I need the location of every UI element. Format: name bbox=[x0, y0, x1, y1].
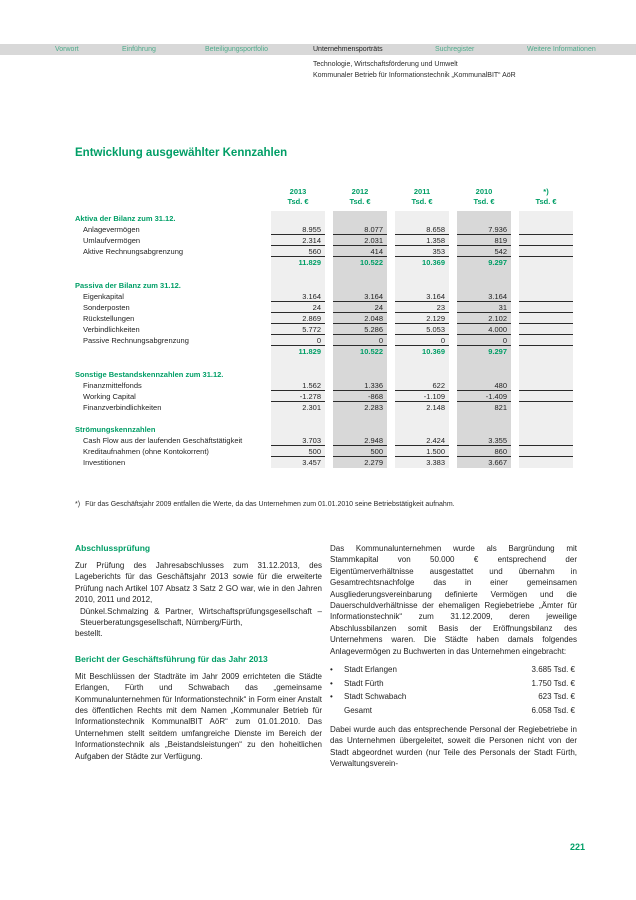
row-value: 860 bbox=[457, 446, 511, 457]
row-value bbox=[457, 367, 511, 380]
row-value: 4.000 bbox=[457, 324, 511, 335]
row-value bbox=[395, 422, 449, 435]
row-value: 2.869 bbox=[271, 313, 325, 324]
table-row bbox=[75, 224, 573, 235]
row-value: 821 bbox=[457, 402, 511, 413]
row-value: 3.164 bbox=[395, 291, 449, 302]
row-value bbox=[457, 269, 511, 278]
column-header-4 bbox=[519, 187, 573, 211]
row-value: 542 bbox=[457, 246, 511, 257]
breadcrumb-line2: Kommunaler Betrieb für Informationstechnik „KommunalBIT“ AöR bbox=[313, 72, 516, 79]
row-label: Finanzmittelfonds bbox=[83, 381, 142, 390]
row-value: 8.658 bbox=[395, 224, 449, 235]
row-value bbox=[457, 358, 511, 367]
row-label: Umlaufvermögen bbox=[83, 236, 141, 245]
row-value: -1.109 bbox=[395, 391, 449, 402]
column-unit: Tsd. € bbox=[349, 197, 371, 206]
row-value: 10.522 bbox=[333, 257, 387, 269]
row-label: Verbindlichkeiten bbox=[83, 325, 140, 334]
row-label: Finanzverbindlichkeiten bbox=[83, 403, 162, 412]
breadcrumb bbox=[313, 59, 516, 81]
table-row bbox=[75, 358, 573, 367]
row-value: 5.286 bbox=[333, 324, 387, 335]
row-value: 2.148 bbox=[395, 402, 449, 413]
row-value: 24 bbox=[333, 302, 387, 313]
row-label: Aktive Rechnungsabgrenzung bbox=[83, 247, 184, 256]
nav-item-unternehmensportraets[interactable]: Unternehmensporträts bbox=[313, 46, 383, 53]
row-value: 9.297 bbox=[457, 257, 511, 269]
row-value bbox=[333, 269, 387, 278]
table-row bbox=[75, 435, 573, 446]
row-value bbox=[519, 302, 573, 313]
row-label bbox=[75, 358, 263, 367]
asset-value: 1.750 Tsd. € bbox=[531, 678, 575, 688]
column-header-1 bbox=[333, 187, 387, 211]
row-value bbox=[333, 358, 387, 367]
table-row bbox=[75, 457, 573, 468]
table-row bbox=[75, 367, 573, 380]
row-value: 0 bbox=[457, 335, 511, 346]
row-label: Working Capital bbox=[83, 392, 136, 401]
row-value: 3.355 bbox=[457, 435, 511, 446]
column-unit: Tsd. € bbox=[411, 197, 433, 206]
row-value bbox=[271, 358, 325, 367]
row-value: 2.279 bbox=[333, 457, 387, 468]
asset-value: 623 Tsd. € bbox=[538, 692, 575, 702]
row-value bbox=[519, 211, 573, 224]
column-year: 2010 bbox=[475, 187, 493, 196]
article-paragraph: bestellt. bbox=[75, 629, 103, 639]
column-unit: Tsd. € bbox=[287, 197, 309, 206]
table-header-spacer bbox=[75, 187, 263, 211]
row-value bbox=[457, 422, 511, 435]
row-value: 10.522 bbox=[333, 346, 387, 358]
row-label: Cash Flow aus der laufenden Geschäftstätigkeit bbox=[83, 436, 243, 445]
row-value bbox=[333, 367, 387, 380]
row-value: 3.703 bbox=[271, 435, 325, 446]
row-label: Sonderposten bbox=[83, 303, 130, 312]
asset-list-item bbox=[330, 690, 577, 704]
article-paragraph: Dabei wurde auch das entsprechende Personal der Regiebetriebe in das Unternehmen übergeleitet, soweit die Personen nicht von der Stadt abgeordnet wurden (nur Teile des Personals der Stadt Fürth, Verwaltungsverein- bbox=[330, 725, 577, 769]
article-paragraph: Das Kommunalunternehmen wurde als Bargründung mit Stammkapital von 50.000 € entsprechend der Eigentümerverhältnisse ausgestattet und übernahm in Gesamtrechtsnachfolge das in einer gemeinsamen Ausgliederungsvereinbarung definierte Vermögen und die Dauerschuldverhältnisse der ehemaligen Regiebetriebe „Ämter für Informationstechnik“ zum 31.12.2009, deren jeweilige Abschlussbilanzen somit Basis der Eröffnungsbilanz des Unternehmens waren. Die Städte haben damals folgendes Anlagevermögen zu Buchwerten in das Unternehmen eingebracht: bbox=[330, 544, 577, 656]
row-value bbox=[519, 358, 573, 367]
row-value: 5.772 bbox=[271, 324, 325, 335]
table-header-row bbox=[75, 187, 573, 211]
row-value: 500 bbox=[333, 446, 387, 457]
asset-label: Stadt Fürth bbox=[344, 678, 384, 688]
table-row bbox=[75, 313, 573, 324]
row-value: 10.369 bbox=[395, 346, 449, 358]
row-value: 5.053 bbox=[395, 324, 449, 335]
row-value: -1.278 bbox=[271, 391, 325, 402]
table-row bbox=[75, 402, 573, 413]
row-value: 3.164 bbox=[333, 291, 387, 302]
row-value: 8.077 bbox=[333, 224, 387, 235]
row-value: 10.369 bbox=[395, 257, 449, 269]
row-value: 7.936 bbox=[457, 224, 511, 235]
row-value bbox=[519, 335, 573, 346]
asset-value: 6.058 Tsd. € bbox=[531, 705, 575, 715]
row-label bbox=[75, 257, 263, 269]
row-value: 414 bbox=[333, 246, 387, 257]
row-value bbox=[519, 457, 573, 468]
row-value: 23 bbox=[395, 302, 449, 313]
row-label: Strömungskennzahlen bbox=[75, 425, 156, 434]
row-value bbox=[519, 367, 573, 380]
asset-list bbox=[330, 663, 577, 717]
row-value bbox=[457, 278, 511, 291]
row-value bbox=[271, 413, 325, 422]
row-value bbox=[519, 224, 573, 235]
row-value: 8.955 bbox=[271, 224, 325, 235]
row-value bbox=[519, 346, 573, 358]
bullet-icon: • bbox=[330, 692, 333, 702]
row-value: 2.283 bbox=[333, 402, 387, 413]
row-value: 2.048 bbox=[333, 313, 387, 324]
row-value bbox=[333, 278, 387, 291]
asset-label: Stadt Erlangen bbox=[344, 665, 397, 675]
row-value bbox=[457, 211, 511, 224]
row-value: 2.948 bbox=[333, 435, 387, 446]
row-value: 2.129 bbox=[395, 313, 449, 324]
row-value bbox=[519, 380, 573, 391]
row-label: Aktiva der Bilanz zum 31.12. bbox=[75, 214, 176, 223]
row-label: Sonstige Bestandskennzahlen zum 31.12. bbox=[75, 370, 224, 379]
row-value bbox=[271, 269, 325, 278]
row-value: 500 bbox=[271, 446, 325, 457]
row-value bbox=[333, 211, 387, 224]
column-year: 2013 bbox=[289, 187, 307, 196]
row-value: 622 bbox=[395, 380, 449, 391]
row-label: Investitionen bbox=[83, 458, 126, 467]
page-title: Entwicklung ausgewählter Kennzahlen bbox=[75, 147, 288, 159]
nav-item-suchregister[interactable]: Suchregister bbox=[435, 46, 475, 53]
row-value bbox=[519, 324, 573, 335]
row-value: 3.164 bbox=[271, 291, 325, 302]
row-value: 2.031 bbox=[333, 235, 387, 246]
asset-label: Gesamt bbox=[344, 705, 373, 715]
row-value: 31 bbox=[457, 302, 511, 313]
bullet-icon: • bbox=[330, 665, 333, 675]
column-year: *) bbox=[543, 187, 549, 196]
table-row bbox=[75, 335, 573, 346]
page-number: 221 bbox=[570, 842, 586, 852]
column-header-2 bbox=[395, 187, 449, 211]
row-value: -868 bbox=[333, 391, 387, 402]
row-label bbox=[75, 413, 263, 422]
row-value bbox=[333, 422, 387, 435]
bullet-icon bbox=[330, 704, 344, 718]
nav-item-einfuehrung[interactable]: Einführung bbox=[122, 46, 156, 53]
bullet-icon: • bbox=[330, 678, 333, 688]
table-row bbox=[75, 346, 573, 358]
nav-bar bbox=[0, 44, 636, 55]
row-value: 560 bbox=[271, 246, 325, 257]
row-value bbox=[395, 367, 449, 380]
table-row bbox=[75, 302, 573, 313]
row-value bbox=[519, 422, 573, 435]
asset-list-item bbox=[330, 677, 577, 691]
table-row bbox=[75, 257, 573, 269]
table-row bbox=[75, 291, 573, 302]
asset-value: 3.685 Tsd. € bbox=[531, 665, 575, 675]
row-value bbox=[519, 269, 573, 278]
row-value: 3.667 bbox=[457, 457, 511, 468]
row-value bbox=[519, 278, 573, 291]
row-value: 24 bbox=[271, 302, 325, 313]
nav-item-beteiligungsportfolio[interactable]: Beteiligungsportfolio bbox=[205, 46, 269, 53]
row-value: 0 bbox=[333, 335, 387, 346]
row-value: 2.102 bbox=[457, 313, 511, 324]
article-paragraph: Zur Prüfung des Jahresabschlusses zum 31.12.2013, des Lageberichts für das Geschäftsjahr 2013 sowie für die erweiterte Prüfung nach Artikel 107 Absatz 3 Satz 2 GO war, wie in den Jahren 2010, 2011 und 2012, bbox=[75, 561, 322, 605]
footnote bbox=[75, 500, 567, 509]
row-label: Passive Rechnungsabgrenzung bbox=[83, 336, 189, 345]
row-value: 819 bbox=[457, 235, 511, 246]
row-label: Anlagevermögen bbox=[83, 225, 140, 234]
column-year: 2011 bbox=[413, 187, 431, 196]
row-value bbox=[519, 235, 573, 246]
table-row bbox=[75, 391, 573, 402]
row-value: -1.409 bbox=[457, 391, 511, 402]
row-value bbox=[395, 413, 449, 422]
column-unit: Tsd. € bbox=[473, 197, 495, 206]
row-label: Passiva der Bilanz zum 31.12. bbox=[75, 281, 181, 290]
row-value: 2.424 bbox=[395, 435, 449, 446]
row-value: 0 bbox=[395, 335, 449, 346]
row-value: 2.314 bbox=[271, 235, 325, 246]
footnote-text: Für das Geschäftsjahr 2009 entfallen die Werte, da das Unternehmen zum 01.01.2010 seine Betriebstätigkeit aufnahm. bbox=[85, 501, 455, 508]
row-value bbox=[271, 367, 325, 380]
row-label: Rückstellungen bbox=[83, 314, 135, 323]
article-left bbox=[75, 543, 322, 762]
row-value bbox=[271, 211, 325, 224]
table-row bbox=[75, 422, 573, 435]
row-value bbox=[395, 358, 449, 367]
table-row bbox=[75, 413, 573, 422]
row-value bbox=[519, 257, 573, 269]
row-value: 1.500 bbox=[395, 446, 449, 457]
row-value: 2.301 bbox=[271, 402, 325, 413]
row-value: 11.829 bbox=[271, 257, 325, 269]
row-value bbox=[519, 402, 573, 413]
row-value bbox=[395, 211, 449, 224]
row-value: 9.297 bbox=[457, 346, 511, 358]
table-row bbox=[75, 211, 573, 224]
breadcrumb-line1: Technologie, Wirtschaftsförderung und Umwelt bbox=[313, 61, 458, 68]
article-heading: Abschlussprüfung bbox=[75, 543, 151, 553]
article-right bbox=[330, 543, 577, 770]
row-label bbox=[75, 346, 263, 358]
column-unit: Tsd. € bbox=[535, 197, 557, 206]
row-value bbox=[519, 313, 573, 324]
row-value bbox=[395, 269, 449, 278]
article-paragraph: Dünkel.Schmalzing & Partner, Wirtschaftsprüfungsgesellschaft – Steuerberatungsgesellschaft, Nürnberg/Fürth, bbox=[80, 606, 322, 628]
row-value bbox=[519, 246, 573, 257]
row-value bbox=[519, 435, 573, 446]
row-value: 11.829 bbox=[271, 346, 325, 358]
table-row bbox=[75, 324, 573, 335]
table-row bbox=[75, 235, 573, 246]
row-label: Kreditaufnahmen (ohne Kontokorrent) bbox=[83, 447, 209, 456]
row-label: Eigenkapital bbox=[83, 292, 124, 301]
asset-list-item bbox=[330, 663, 577, 677]
row-value: 3.457 bbox=[271, 457, 325, 468]
article-heading: Bericht der Geschäftsführung für das Jahr 2013 bbox=[75, 653, 268, 664]
row-value bbox=[271, 422, 325, 435]
column-header-3 bbox=[457, 187, 511, 211]
table-row bbox=[75, 380, 573, 391]
row-value: 0 bbox=[271, 335, 325, 346]
row-value: 353 bbox=[395, 246, 449, 257]
table-row bbox=[75, 446, 573, 457]
row-value: 1.336 bbox=[333, 380, 387, 391]
row-value: 480 bbox=[457, 380, 511, 391]
asset-label: Stadt Schwabach bbox=[344, 692, 407, 702]
row-value bbox=[395, 278, 449, 291]
row-value bbox=[457, 413, 511, 422]
asset-list-item bbox=[330, 704, 577, 718]
row-value: 1.562 bbox=[271, 380, 325, 391]
row-value bbox=[519, 446, 573, 457]
kennzahlen-table bbox=[75, 187, 573, 468]
column-year: 2012 bbox=[351, 187, 369, 196]
row-label bbox=[75, 269, 263, 278]
row-value: 3.383 bbox=[395, 457, 449, 468]
row-value bbox=[333, 413, 387, 422]
footnote-marker: *) bbox=[75, 501, 81, 508]
table-row bbox=[75, 246, 573, 257]
column-header-0 bbox=[271, 187, 325, 211]
table-row bbox=[75, 269, 573, 278]
row-value bbox=[519, 291, 573, 302]
row-value: 1.358 bbox=[395, 235, 449, 246]
row-value bbox=[519, 391, 573, 402]
row-value bbox=[519, 413, 573, 422]
row-value bbox=[271, 278, 325, 291]
article-paragraph: Mit Beschlüssen der Stadträte im Jahr 2009 errichteten die Städte Erlangen, Fürth und Schwabach das „gemeinsame Kommunalunternehmen für Informationstechnik“ in Form einer Anstalt des öffentlichen Rechts mit dem Namen „Kommunaler Betrieb für Informationstechnik KommunalBIT AöR“ zum 01.01.2010. Das Unternehmen stellt seitdem umfangreiche Dienste im Bereich der Informationstechnik als „Beistandsleistungen“ zu den hoheitlichen Aufgaben der Städte zur Verfügung. bbox=[75, 671, 322, 761]
table-row bbox=[75, 278, 573, 291]
row-value: 3.164 bbox=[457, 291, 511, 302]
nav-item-weitere-informationen[interactable]: Weitere Informationen bbox=[527, 46, 596, 53]
nav-item-vorwort[interactable]: Vorwort bbox=[55, 46, 79, 53]
